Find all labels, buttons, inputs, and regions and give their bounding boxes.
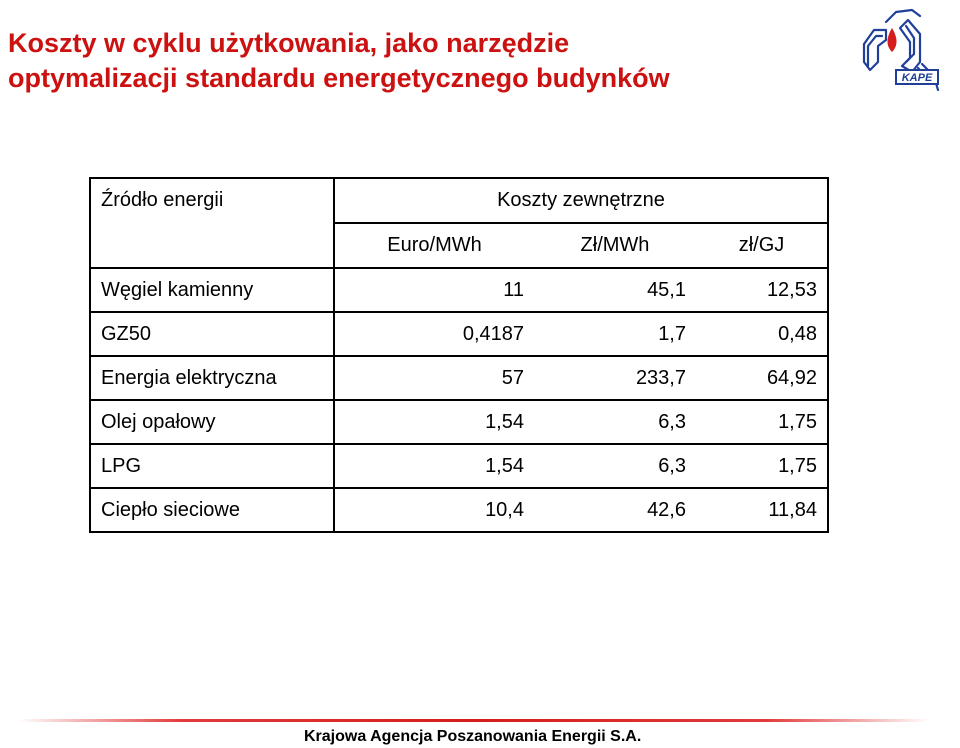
cell-zl-mwh: 1,7 [534,312,696,356]
cell-zl-gj: 11,84 [696,488,828,532]
unit-header-zl-mwh: Zł/MWh [580,234,650,256]
page-title [8,26,670,96]
unit-header-zl-gj: zł/GJ [696,223,828,268]
external-costs-table [89,177,829,533]
row-source: LPG [90,444,334,488]
cell-zl-mwh: 6,3 [534,400,696,444]
table-row [90,268,828,312]
kape-logo [856,6,942,96]
row-source: Węgiel kamienny [90,268,334,312]
row-source: Energia elektryczna [90,356,334,400]
cell-zl-gj: 1,75 [696,444,828,488]
table-header-row [90,178,828,223]
cell-zl-mwh: 6,3 [534,444,696,488]
cell-euro-mwh: 10,4 [334,488,534,532]
cell-euro-mwh: 1,54 [334,444,534,488]
table-row [90,312,828,356]
cell-euro-mwh: 57 [334,356,534,400]
page-title-line-1: Koszty w cyklu użytkowania, jako narzędzie [8,28,570,58]
table-row [90,356,828,400]
footer-divider [18,719,930,722]
footer-organization: Krajowa Agencja Poszanowania Energii S.A. [304,728,642,745]
cell-zl-gj: 12,53 [696,268,828,312]
table-row [90,400,828,444]
cell-zl-mwh: 45,1 [534,268,696,312]
row-source: Olej opałowy [90,400,334,444]
table-row [90,488,828,532]
cell-zl-mwh: 233,7 [534,356,696,400]
cell-zl-mwh: 42,6 [534,488,696,532]
cell-zl-gj: 64,92 [696,356,828,400]
cell-euro-mwh: 0,4187 [334,312,534,356]
flame-icon [888,28,897,52]
cell-euro-mwh: 1,54 [334,400,534,444]
source-header: Źródło energii [90,178,334,268]
group-header: Koszty zewnętrzne [334,178,828,223]
row-source: Ciepło sieciowe [90,488,334,532]
cell-euro-mwh: 11 [334,268,534,312]
unit-header-euro-mwh: Euro/MWh [387,234,482,256]
row-source: GZ50 [90,312,334,356]
cell-zl-gj: 1,75 [696,400,828,444]
page-title-line-2: optymalizacji standardu energetycznego budynków [8,63,670,93]
cell-zl-gj: 0,48 [696,312,828,356]
table-row [90,444,828,488]
logo-text: KAPE [901,72,933,84]
